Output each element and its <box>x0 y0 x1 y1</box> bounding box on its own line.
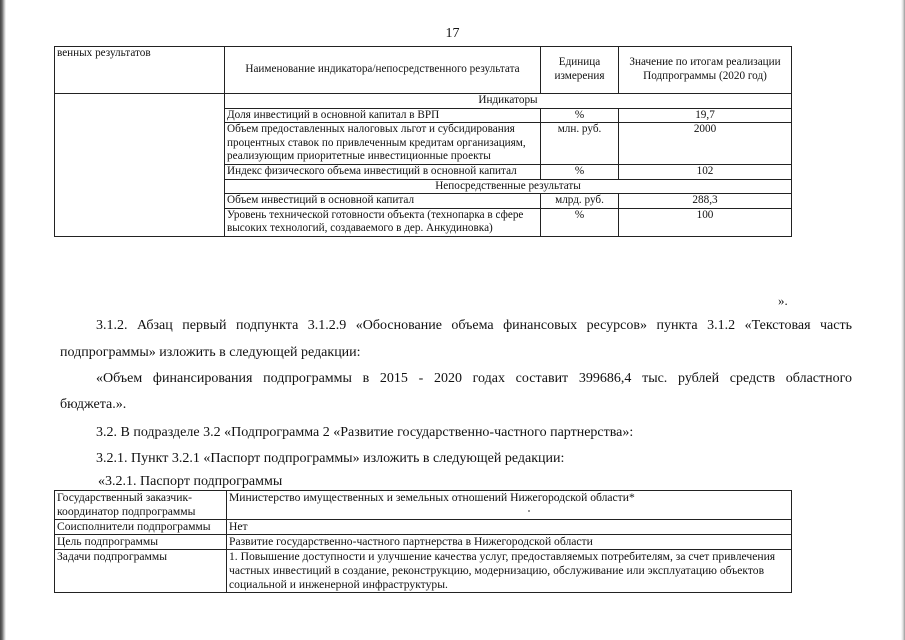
indicator-name: Объем предоставленных налоговых льгот и субсидирования процентных ставок по привлеченным кредитам организациям, реализующим приоритетные инвестиционные проекты <box>225 123 541 165</box>
table-row <box>55 108 792 123</box>
left-blank-cell <box>55 179 225 194</box>
result-name: Уровень технической готовности объекта (технопарка в сфере высоких технологий, создаваемого в дер. Анкудиновка) <box>225 208 541 236</box>
header-name-cell: Наименование индикатора/непосредственного результата <box>225 47 541 94</box>
indicator-unit: % <box>541 108 619 123</box>
passport-key: Цель подпрограммы <box>55 535 227 550</box>
passport-value: Развитие государственно-частного партнерства в Нижегородской области <box>227 535 792 550</box>
left-blank-cell <box>55 208 225 236</box>
indicator-value: 2000 <box>619 123 792 165</box>
section-indicators: Индикаторы <box>225 94 792 109</box>
passport-title: «3.2.1. Паспорт подпрограммы <box>98 474 283 489</box>
section-row <box>55 94 792 109</box>
result-unit: млрд. руб. <box>541 194 619 209</box>
table-row <box>55 520 792 535</box>
result-name: Объем инвестиций в основной капитал <box>225 194 541 209</box>
header-value-cell: Значение по итогам реализации Подпрограммы (2020 год) <box>619 47 792 94</box>
passport-table <box>54 490 792 593</box>
result-value: 288,3 <box>619 194 792 209</box>
indicators-table-header <box>55 47 792 94</box>
indicator-unit: % <box>541 164 619 179</box>
indicator-value: 102 <box>619 164 792 179</box>
left-blank-cell <box>55 164 225 179</box>
paragraph-funding-line1: «Объем финансирования подпрограммы в 2015 - 2020 годах составит 399686,4 тыс. рублей средств областного <box>96 371 852 386</box>
passport-key: Государственный заказчик-координатор подпрограммы <box>55 491 227 520</box>
indicator-name: Доля инвестиций в основной капитал в ВРП <box>225 108 541 123</box>
result-unit: % <box>541 208 619 236</box>
left-blank-cell <box>55 94 225 109</box>
section-row <box>55 179 792 194</box>
passport-key: Соисполнители подпрограммы <box>55 520 227 535</box>
table-row <box>55 164 792 179</box>
indicator-unit: млн. руб. <box>541 123 619 165</box>
table-row <box>55 535 792 550</box>
result-value: 100 <box>619 208 792 236</box>
header-results-cell: венных результатов <box>55 47 225 94</box>
indicator-value: 19,7 <box>619 108 792 123</box>
paragraph-funding-line2: бюджета.». <box>60 397 127 412</box>
indicators-table <box>54 46 792 237</box>
scan-edge-right <box>901 0 905 640</box>
header-unit-cell: Единица измерения <box>541 47 619 94</box>
page-number: 17 <box>445 26 460 41</box>
table-row <box>55 194 792 209</box>
paragraph-3-2-1: 3.2.1. Пункт 3.2.1 «Паспорт подпрограммы» изложить в следующей редакции: <box>96 451 565 466</box>
passport-key: Задачи подпрограммы <box>55 550 227 593</box>
scan-speck <box>528 510 530 512</box>
left-blank-cell <box>55 194 225 209</box>
paragraph-3-1-2-line2: подпрограммы» изложить в следующей редакции: <box>60 345 361 360</box>
left-blank-cell <box>55 108 225 123</box>
passport-value: Министерство имущественных и земельных отношений Нижегородской области* <box>227 491 792 520</box>
table-row <box>55 208 792 236</box>
scan-edge-left <box>0 0 6 640</box>
passport-value: 1. Повышение доступности и улучшение качества услуг, предоставляемых потребителям, за счет привлечения частных инвестиций в создание, реконструкцию, модернизацию, обслуживание или эксплуатацию объектов социальной и инженерной инфраструктуры. <box>227 550 792 593</box>
table-row <box>55 491 792 520</box>
passport-value: Нет <box>227 520 792 535</box>
indicator-name: Индекс физического объема инвестиций в основной капитал <box>225 164 541 179</box>
paragraph-3-2: 3.2. В подразделе 3.2 «Подпрограмма 2 «Развитие государственно-частного партнерства»: <box>96 425 634 440</box>
section-results: Непосредственные результаты <box>225 179 792 194</box>
table-row <box>55 550 792 593</box>
closing-quote: ». <box>778 293 788 308</box>
left-blank-cell <box>55 123 225 165</box>
table-row <box>55 123 792 165</box>
paragraph-3-1-2-line1: 3.1.2. Абзац первый подпункта 3.1.2.9 «Обоснование объема финансовых ресурсов» пункта 3.1.2 «Текстовая часть <box>96 318 852 333</box>
